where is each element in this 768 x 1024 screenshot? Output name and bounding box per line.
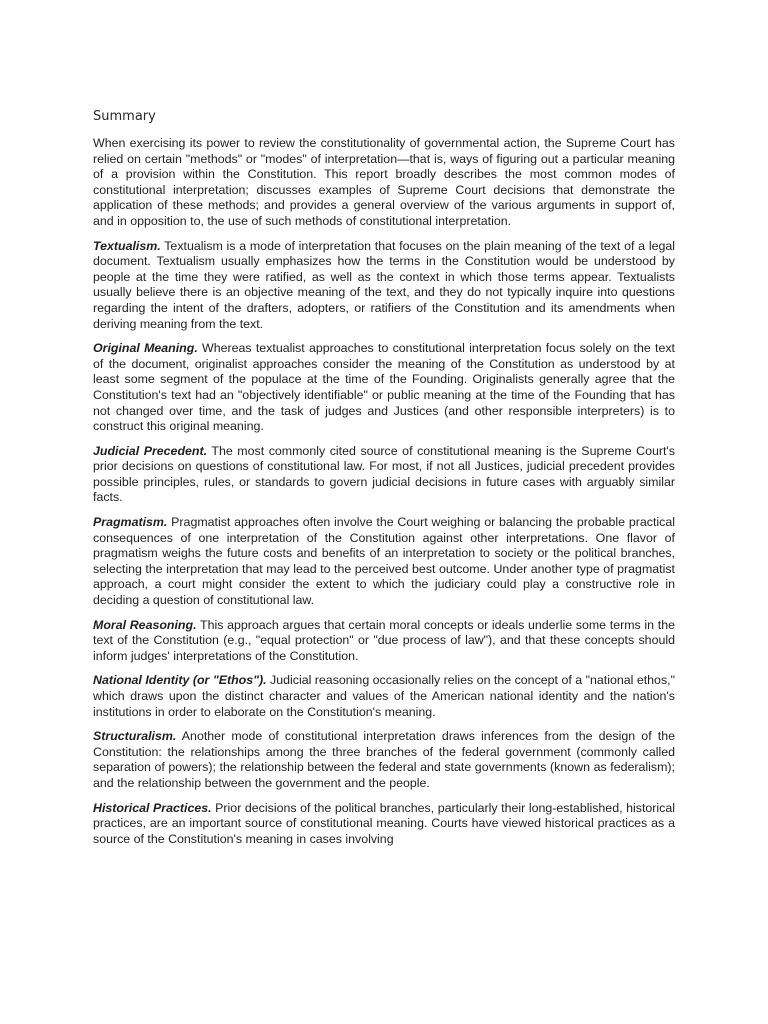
section-text: Prior decisions of the political branches, particularly their long-established, historical practices, are an important source of constitutional meaning. Courts have viewed historical practices as a source of the Constitution's meaning in cases involving (93, 800, 675, 846)
section-text: Whereas textualist approaches to constitutional interpretation focus solely on the text of the document, originalist approaches consider the meaning of the Constitution as understood by at least some segment of the populace at the time of the Founding. Originalists generally agree that the Constitution's text had an "objectively identifiable" or public meaning at the time of the Founding that has not changed over time, and the task of judges and Justices (and other responsible interpreters) is to construct this original meaning. (93, 341, 675, 434)
section-term: Historical Practices. (93, 800, 212, 815)
section-historical-practices (93, 801, 675, 848)
section-term: Pragmatism. (93, 515, 168, 530)
summary-heading: Summary (93, 109, 156, 124)
section-term: Original Meaning. (93, 341, 198, 356)
section-term: Structuralism. (93, 729, 177, 744)
section-structuralism (93, 729, 675, 791)
section-moral-reasoning (93, 618, 675, 665)
section-text: Pragmatist approaches often involve the Court weighing or balancing the probable practical consequences of one interpretation of the Constitution against other interpretations. One flavor of pragmatism weighs the future costs and benefits of an interpretation to society or the political branches, selecting the interpretation that may lead to the perceived best outcome. Under another type of pragmatist approach, a court might consider the extent to which the judiciary could play a constructive role in deciding a question of constitutional law. (93, 515, 675, 608)
section-judicial-precedent (93, 444, 675, 506)
section-original-meaning (93, 341, 675, 435)
section-text: Another mode of constitutional interpretation draws inferences from the design of the Constitution: the relationships among the three branches of the federal government (commonly called separation of powers); the relationship between the federal and state governments (known as federalism); and the relationship between the government and the people. (93, 729, 675, 790)
section-text: This approach argues that certain moral concepts or ideals underlie some terms in the text of the Constitution (e.g., "equal protection" or "due process of law"), and that these concepts should inform judges' interpretations of the Constitution. (93, 617, 675, 663)
section-term: Textualism. (93, 238, 161, 253)
section-text: Textualism is a mode of interpretation that focuses on the plain meaning of the text of a legal document. Textualism usually emphasizes how the terms in the Constitution would be understood by people at the time they were ratified, as well as the context in which those terms appear. Textualists usually believe there is an objective meaning of the text, and they do not typically inquire into questions regarding the intent of the drafters, adopters, or ratifiers of the Constitution and its amendments when deriving meaning from the text. (93, 238, 675, 331)
section-textualism (93, 239, 675, 333)
section-text: The most commonly cited source of constitutional meaning is the Supreme Court's prior decisions on questions of constitutional law. For most, if not all Justices, judicial precedent provides possible principles, rules, or standards to govern judicial decisions in future cases with arguably similar facts. (93, 443, 675, 505)
section-pragmatism (93, 515, 675, 609)
section-term: National Identity (or "Ethos"). (93, 673, 267, 688)
document-body (93, 136, 675, 856)
section-national-identity (93, 673, 675, 720)
section-text: Judicial reasoning occasionally relies on the concept of a "national ethos," which draws upon the distinct character and values of the American national identity and the nation's institutions in order to elaborate on the Constitution's meaning. (93, 673, 675, 719)
section-term: Moral Reasoning. (93, 617, 197, 632)
intro-paragraph: When exercising its power to review the constitutionality of governmental action, the Supreme Court has relied on certain "methods" or "modes" of interpretation—that is, ways of figuring out a particular meaning of a provision within the Constitution. This report broadly describes the most common modes of constitutional interpretation; discusses examples of Supreme Court decisions that demonstrate the application of these methods; and provides a general overview of the various arguments in support of, and in opposition to, the use of such methods of constitutional interpretation. (93, 136, 675, 228)
section-term: Judicial Precedent. (93, 443, 208, 458)
